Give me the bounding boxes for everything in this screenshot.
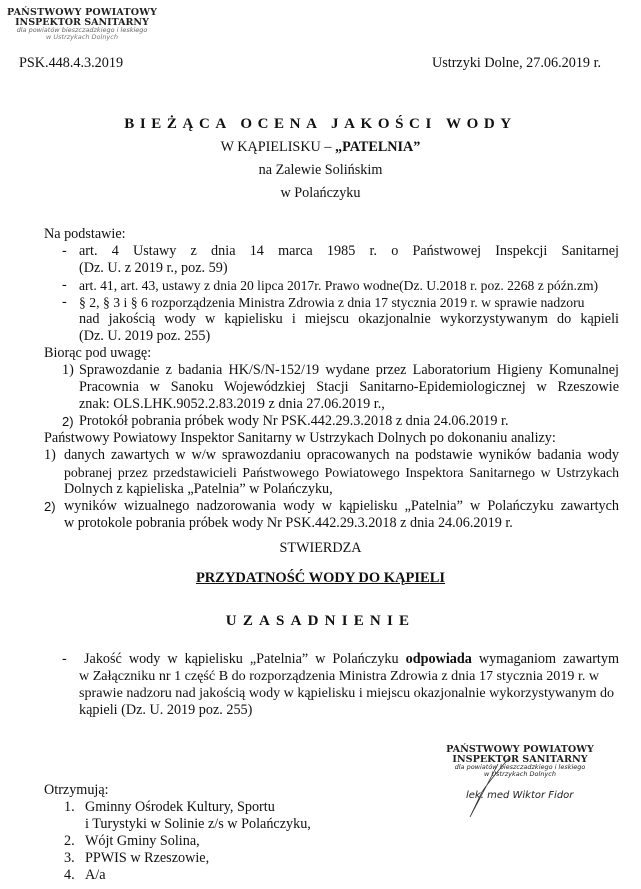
location-line: na Zalewie Solińskim — [258, 162, 383, 178]
item-number: 2. — [64, 833, 75, 849]
stamp-line: w Ustrzykach Dolnych — [46, 32, 118, 41]
considering-item-line: Sprawozdanie z badania HK/S/N-152/19 wydane przez Laboratorium Higieny Komunalnej — [79, 362, 619, 378]
bullet: - — [62, 243, 67, 259]
item-number: 3. — [64, 850, 75, 866]
document-subtitle — [0, 139, 641, 156]
recipient-line: PPWIS w Rzeszowie, — [85, 850, 210, 866]
bathing-site-name: „PATELNIA” — [335, 139, 421, 155]
inspector-signature-stamp — [430, 745, 610, 777]
inspector-stamp-header — [2, 8, 162, 40]
basis-item-line: art. 41, art. 43, ustawy z dnia 20 lipca 2017r. Prawo wodne(Dz. U.2018 r. poz. 2268 z późn.zm) — [79, 278, 599, 293]
stamp-line: w Ustrzykach Dolnych — [484, 769, 556, 778]
stamp-line: INSPEKTOR SANITARNY — [452, 753, 588, 765]
document-title: BIEŻĄCA OCENA JAKOŚCI WODY — [124, 116, 517, 132]
subtitle-prefix: W KĄPIELISKU – — [220, 139, 335, 155]
recipient-line: i Turystyki w Solinie z/s w Polańczyku, — [85, 816, 311, 832]
analysis-heading: Państwowy Powiatowy Inspektor Sanitarny w Ustrzykach Dolnych po dokonaniu analizy: — [44, 430, 556, 446]
item-number: 1. — [64, 799, 75, 815]
considering-item-line: Pracownia w Sanoku Wojewódzkiej Stacji Sanitarno-Epidemiologicznej w Rzeszowie — [79, 379, 619, 395]
justification-text: wymaganiom zawartym — [471, 651, 619, 667]
town-line: w Polańczyku — [280, 185, 361, 201]
analysis-item-line: wyników wizualnego nadzorowania wody w kąpielisku „Patelnia” w Polańczyku zawartych — [64, 498, 619, 514]
stamp-line: PAŃSTWOWY POWIATOWY — [446, 744, 594, 755]
bullet: - — [62, 277, 67, 293]
analysis-item-line: Dolnych z kąpieliska „Patelnia” w Polańczyku, — [64, 481, 333, 497]
recipient-line: A/a — [85, 867, 106, 883]
recipient-line: Wójt Gminy Solina, — [85, 833, 200, 849]
recipient-line: Gminny Ośrodek Kultury, Sportu — [85, 799, 275, 815]
bullet: - — [62, 294, 67, 310]
stamp-line: INSPEKTOR SANITARNY — [15, 16, 149, 28]
basis-item-line: art. 4 Ustawy z dnia 14 marca 1985 r. o Państwowej Inspekcji Sanitarnej — [79, 243, 619, 259]
stamp-line: dla powiatów bieszczadzkiego i leskiego — [16, 26, 148, 34]
justification-line: w Załączniku nr 1 część B do rozporządzenia Ministra Zdrowia z dnia 17 stycznia 2019 r. w — [79, 668, 600, 684]
justification-line: sprawie nadzoru nad jakością wody w kąpielisku i miejscu okazjonalnie wykorzystywanym do — [79, 685, 615, 701]
justification-verdict: odpowiada — [405, 651, 472, 667]
decision-states: STWIERDZA — [279, 540, 362, 556]
basis-item-line: (Dz. U. z 2019 r., poz. 59) — [79, 260, 228, 276]
bullet: - — [62, 651, 67, 667]
basis-item-line: nad jakością wody w kąpielisku i miejscu okazjonalnie wykorzystywanym do kąpieli — [79, 311, 619, 327]
item-number: 1) — [44, 447, 56, 463]
justification-line — [84, 651, 619, 668]
considering-item-line: znak: OLS.LHK.9052.2.83.2019 z dnia 27.06.2019 r., — [79, 396, 385, 412]
justification-heading: UZASADNIENIE — [225, 613, 416, 629]
considering-item-line: Protokół pobrania próbek wody Nr PSK.442.29.3.2018 z dnia 24.06.2019 r. — [79, 413, 509, 429]
justification-text: Jakość wody w kąpielisku „Patelnia” w Polańczyku — [84, 651, 406, 667]
place-date: Ustrzyki Dolne, 27.06.2019 r. — [432, 55, 602, 71]
item-number: 1) — [62, 362, 74, 378]
inspector-name: lek. med Wiktor Fidor — [466, 790, 574, 801]
basis-item-line: § 2, § 3 i § 6 rozporządzenia Ministra Zdrowia z dnia 17 stycznia 2019 r. w sprawie nadzoru — [79, 295, 585, 310]
considering-heading: Biorąc pod uwagę: — [44, 345, 152, 361]
item-number: 2) — [44, 499, 56, 514]
analysis-item-line: pobranej przez przedstawicieli Państwowego Powiatowego Inspektora Sanitarnego w Ustrzykach — [64, 465, 619, 480]
justification-line: kąpieli (Dz. U. 2019 poz. 255) — [79, 702, 253, 718]
analysis-item-line: danych zawartych w w/w sprawozdaniu opracowanych na podstawie wyników badania wody — [64, 447, 619, 463]
reference-number: PSK.448.4.3.2019 — [19, 55, 124, 71]
stamp-line: dla powiatów bieszczadzkiego i leskiego — [454, 763, 586, 772]
decision-verdict: PRZYDATNOŚĆ WODY DO KĄPIELI — [195, 570, 446, 586]
basis-heading: Na podstawie: — [44, 226, 126, 242]
handwritten-signature — [460, 752, 520, 822]
item-number: 4. — [64, 867, 75, 883]
item-number: 2) — [62, 414, 74, 429]
analysis-item-line: w protokole pobrania próbek wody Nr PSK.442.29.3.2018 z dnia 24.06.2019 r. — [64, 515, 513, 531]
basis-item-line: (Dz. U. 2019 poz. 255) — [79, 328, 211, 344]
recipients-heading: Otrzymują: — [44, 782, 109, 798]
stamp-line: PAŃSTWOWY POWIATOWY — [6, 7, 158, 18]
